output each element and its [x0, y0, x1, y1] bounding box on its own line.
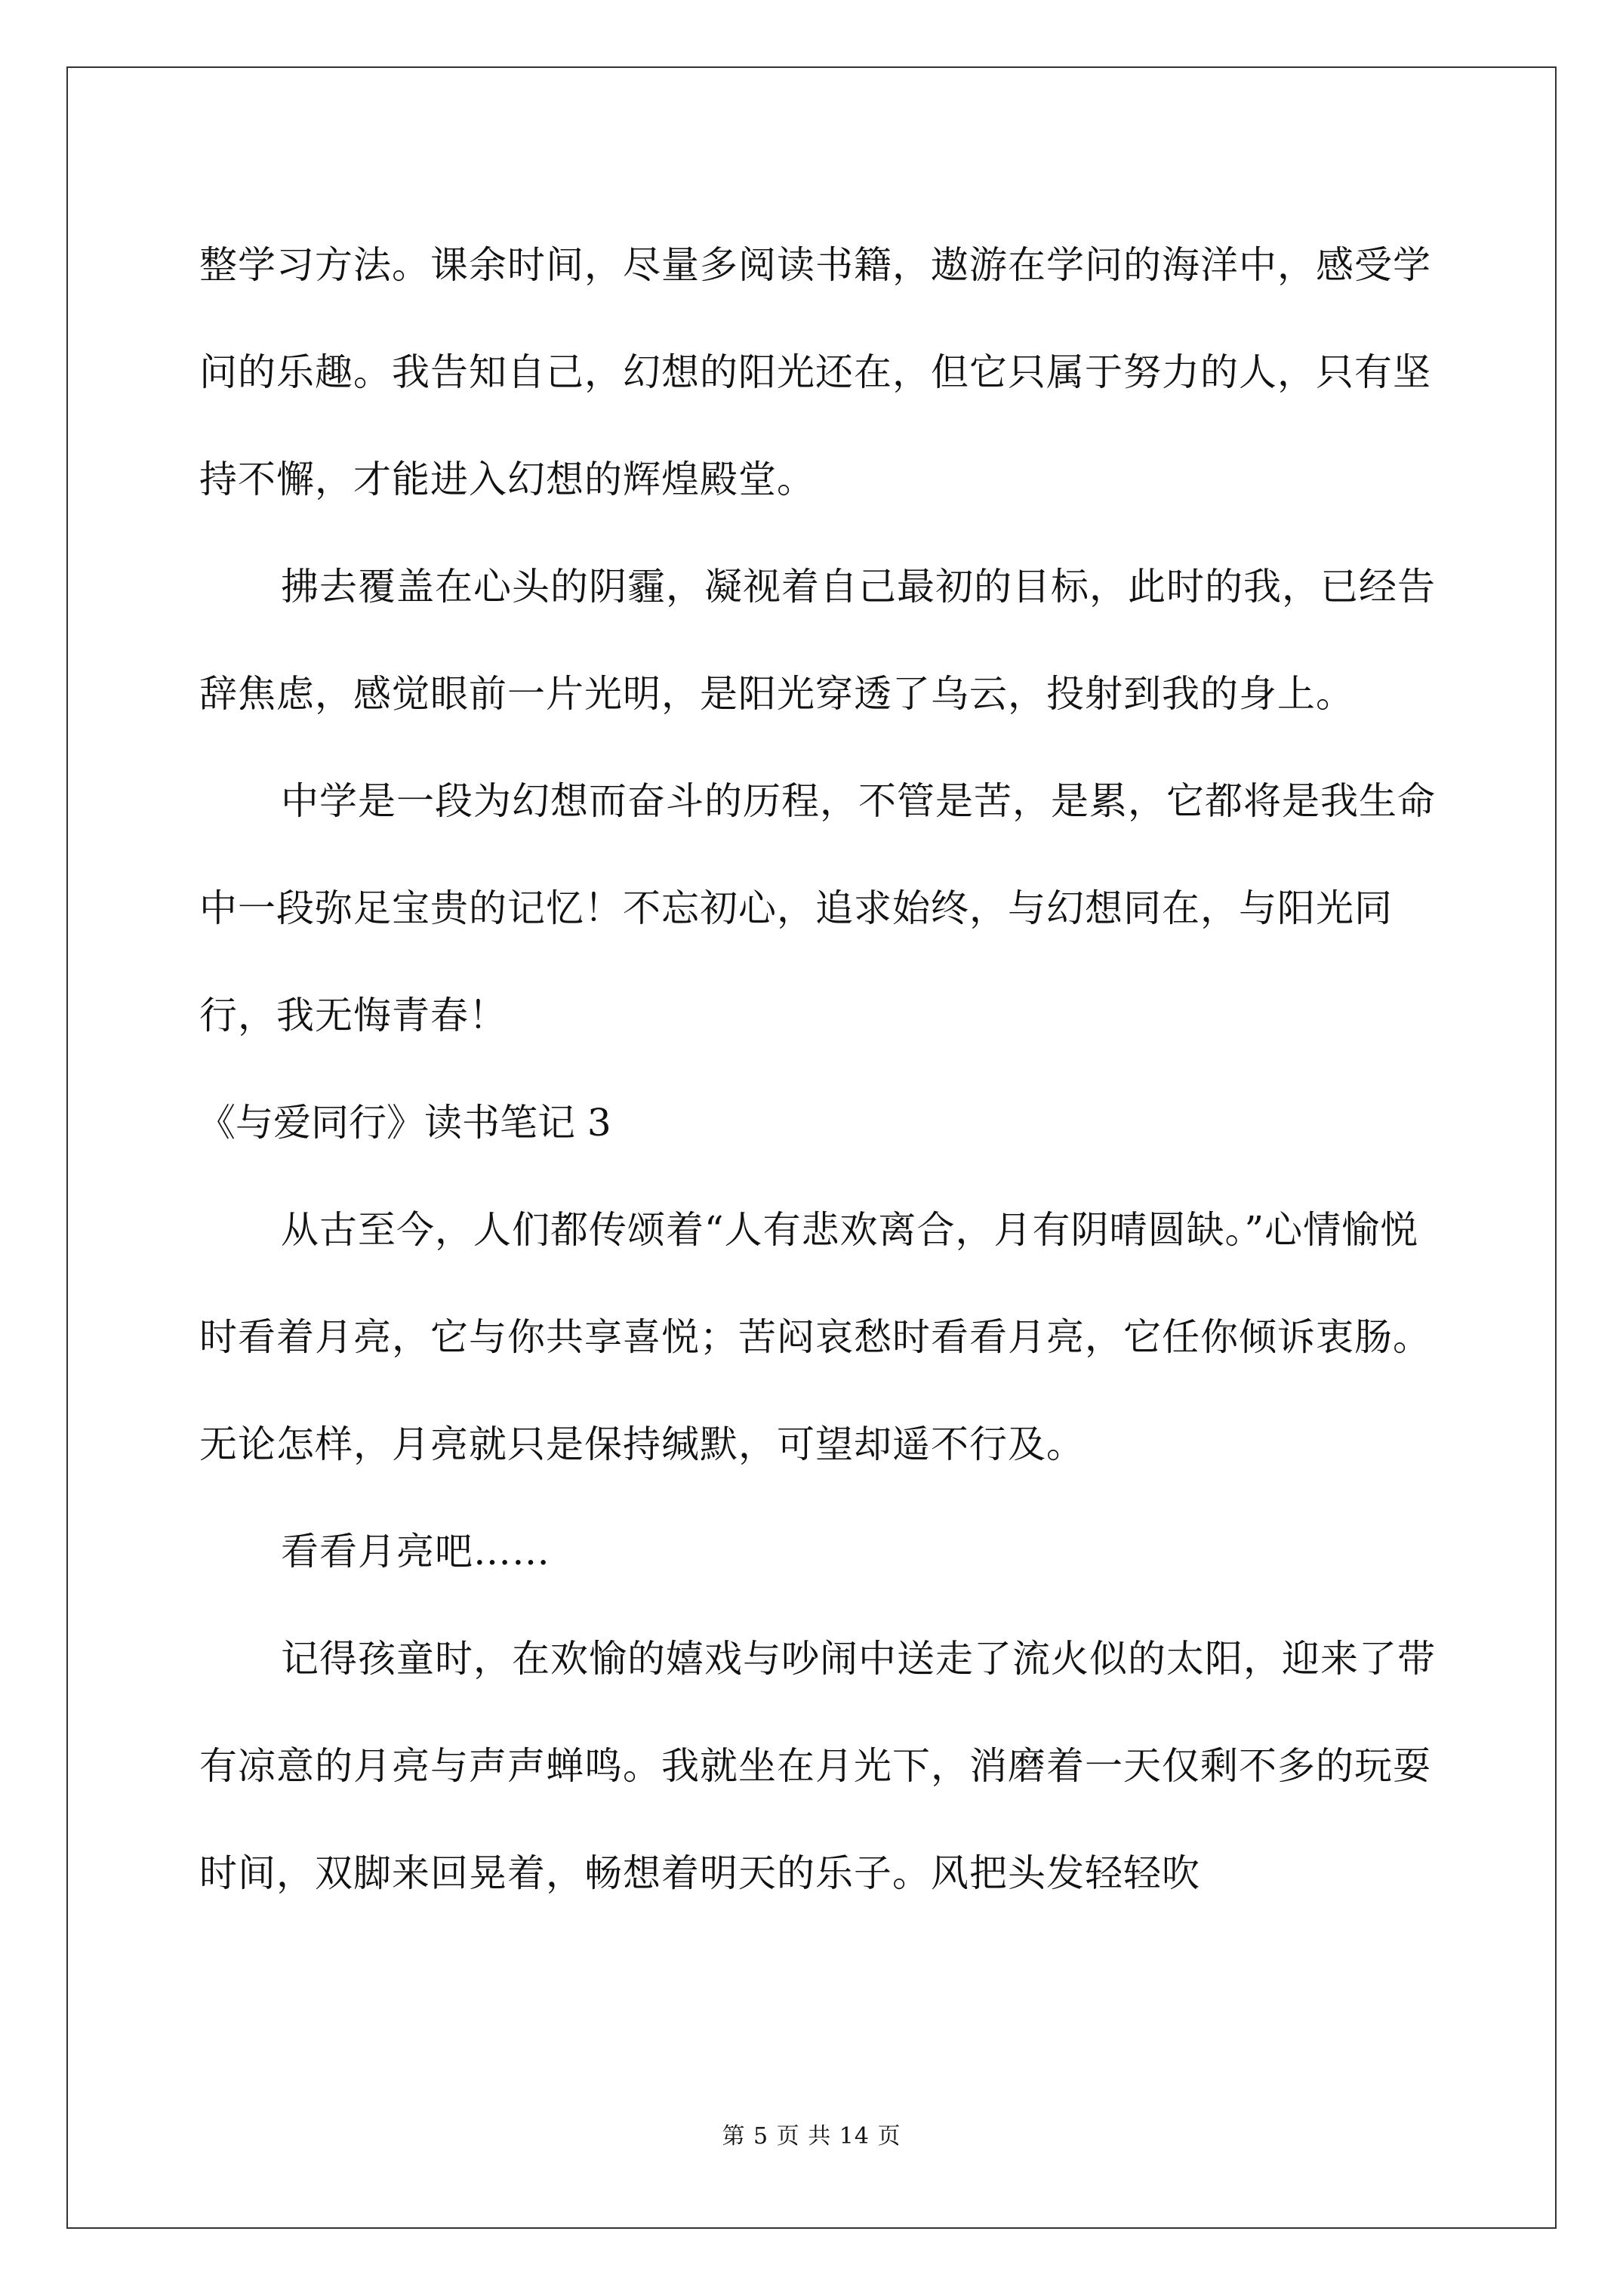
- document-body: [199, 211, 1437, 1927]
- section-paragraph-3: 记得孩童时，在欢愉的嬉戏与吵闹中送走了流火似的太阳，迎来了带有凉意的月亮与声声蝉鸣。我就坐在月光下，消磨着一天仅剩不多的玩耍时间，双脚来回晃着，畅想着明天的乐子。风把头发轻轻吹: [199, 1637, 1436, 1895]
- section-title: 《与爱同行》读书笔记 3: [198, 1101, 611, 1145]
- section-paragraph-2: 看看月亮吧……: [281, 1530, 550, 1573]
- page-footer: 第 5 页 共 14 页: [722, 2123, 901, 2150]
- section-paragraph-1: 从古至今，人们都传颂着“人有悲欢离合，月有阴晴圆缺。”心情愉悦时看着月亮，它与你共享喜悦；苦闷哀愁时看看月亮，它任你倾诉衷肠。无论怎样，月亮就只是保持缄默，可望却遥不行及。: [199, 1208, 1431, 1466]
- paragraph-3: 中学是一段为幻想而奋斗的历程，不管是苦，是累，它都将是我生命中一段弥足宝贵的记忆！不忘初心，追求始终，与幻想同在，与阳光同行，我无悔青春！: [199, 779, 1436, 1037]
- paragraph-2: 拂去覆盖在心头的阴霾，凝视着自己最初的目标，此时的我，已经告辞焦虑，感觉眼前一片光明，是阳光穿透了乌云，投射到我的身上。: [199, 565, 1436, 716]
- paragraph-1: 整学习方法。课余时间，尽量多阅读书籍，遨游在学问的海洋中，感受学问的乐趣。我告知自己，幻想的阳光还在，但它只属于努力的人，只有坚持不懈，才能进入幻想的辉煌殿堂。: [199, 243, 1431, 501]
